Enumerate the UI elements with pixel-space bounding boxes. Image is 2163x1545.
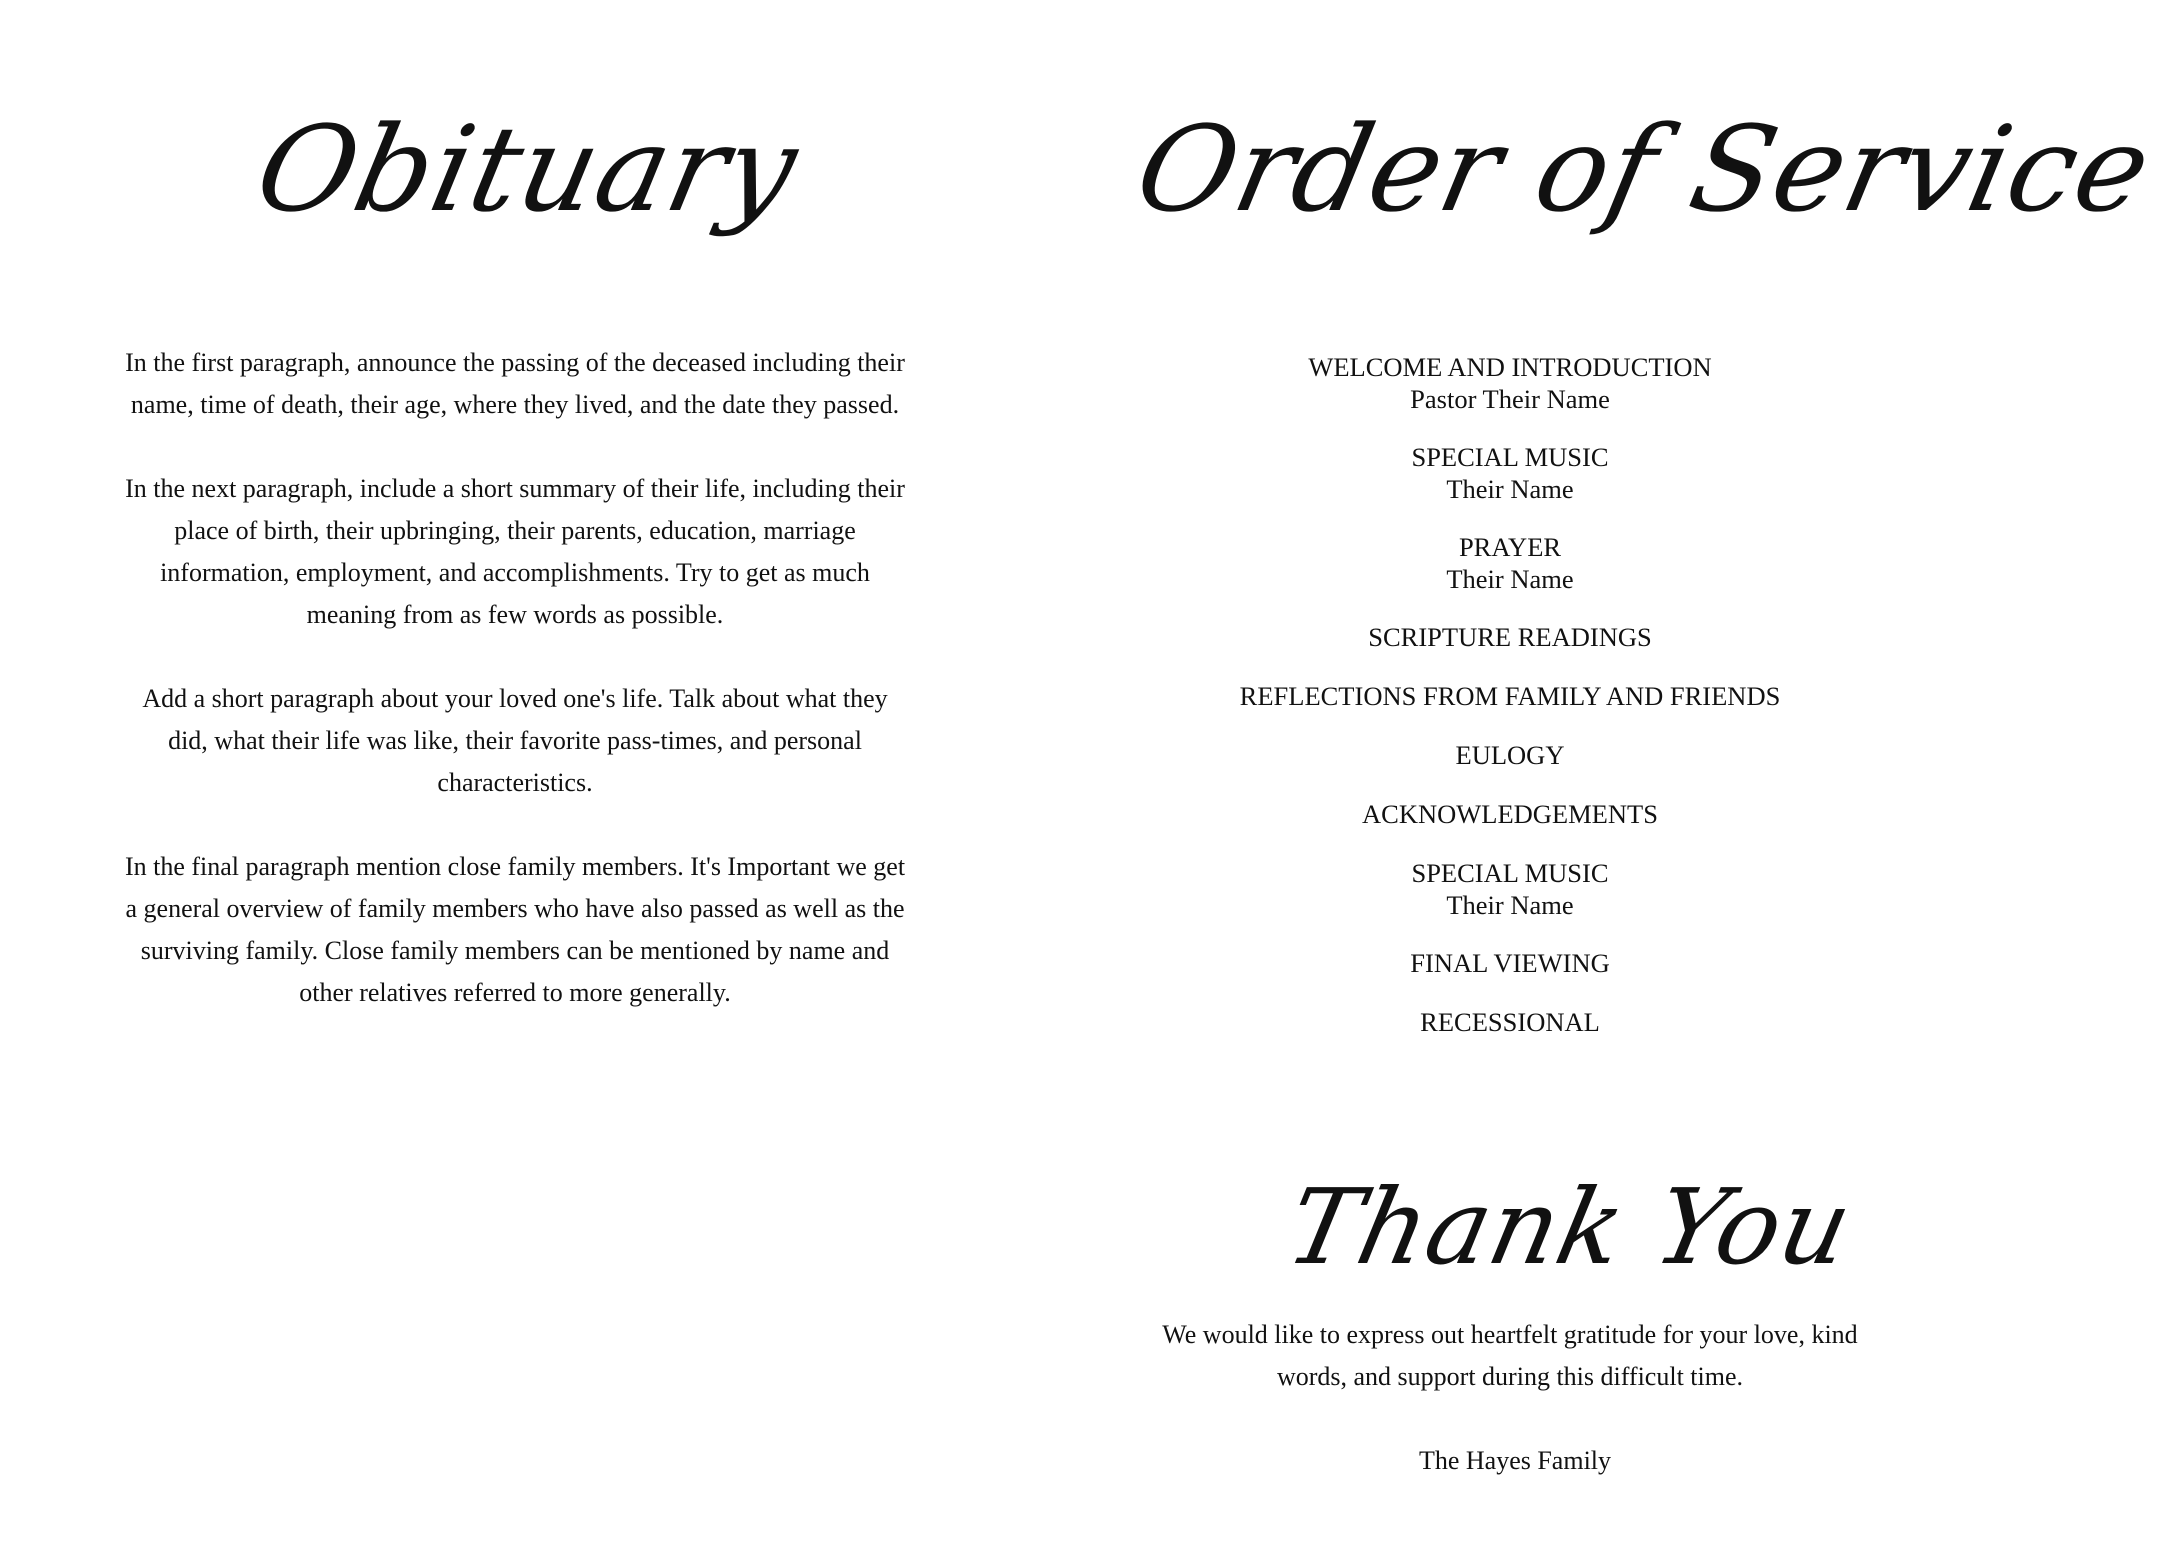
- service-item: [1165, 856, 1855, 921]
- thank-you-title: Thank You: [1277, 1166, 1863, 1288]
- service-item: [1165, 1005, 1855, 1039]
- service-item-name: Their Name: [1446, 474, 1574, 504]
- service-item-title: SPECIAL MUSIC: [1411, 442, 1609, 472]
- service-item-title: ACKNOWLEDGEMENTS: [1362, 799, 1658, 829]
- obituary-paragraph-3: Add a short paragraph about your loved one's life. Talk about what they did, what their life was like, their favorite pass-times, and personal characteristics.: [142, 684, 888, 797]
- service-item: [1165, 679, 1855, 713]
- order-of-service-list: [1165, 350, 1855, 1064]
- obituary-paragraph-2: In the next paragraph, include a short summary of their life, including their place of birth, their upbringing, their parents, education, marriage information, employment, and accomplishments. Try to get as much meaning from as few words as possible.: [125, 474, 905, 629]
- order-of-service-title: Order of Service: [1125, 100, 2163, 238]
- service-item-title: EULOGY: [1455, 740, 1565, 770]
- service-item-name: Their Name: [1446, 890, 1574, 920]
- service-item-title: REFLECTIONS FROM FAMILY AND FRIENDS: [1239, 681, 1781, 711]
- obituary-body: [120, 342, 910, 1056]
- service-item-name: Their Name: [1446, 564, 1574, 594]
- service-item: [1165, 440, 1855, 505]
- service-item-title: WELCOME AND INTRODUCTION: [1308, 352, 1712, 382]
- service-item: [1165, 350, 1855, 415]
- family-signature: The Hayes Family: [1418, 1446, 1612, 1475]
- service-item: [1165, 530, 1855, 595]
- service-item-title: FINAL VIEWING: [1410, 948, 1610, 978]
- service-item-title: PRAYER: [1458, 532, 1562, 562]
- obituary-paragraph-4: In the final paragraph mention close family members. It's Important we get a general overview of family members who have also passed as well as the surviving family. Close family members can be mentioned by name and other relatives referred to more generally.: [124, 852, 906, 1007]
- service-item-title: RECESSIONAL: [1420, 1007, 1600, 1037]
- thank-you-message: We would like to express out heartfelt gratitude for your love, kind words, and support during this difficult time.: [1162, 1320, 1858, 1391]
- service-item: [1165, 797, 1855, 831]
- service-item-title: SCRIPTURE READINGS: [1368, 622, 1652, 652]
- obituary-paragraph-1: In the first paragraph, announce the passing of the deceased including their name, time of death, their age, where they lived, and the date they passed.: [125, 348, 905, 419]
- service-item-title: SPECIAL MUSIC: [1411, 858, 1609, 888]
- obituary-title: Obituary: [245, 100, 810, 238]
- service-item: [1165, 620, 1855, 654]
- service-item: [1165, 946, 1855, 980]
- service-item: [1165, 738, 1855, 772]
- service-item-name: Pastor Their Name: [1410, 384, 1610, 414]
